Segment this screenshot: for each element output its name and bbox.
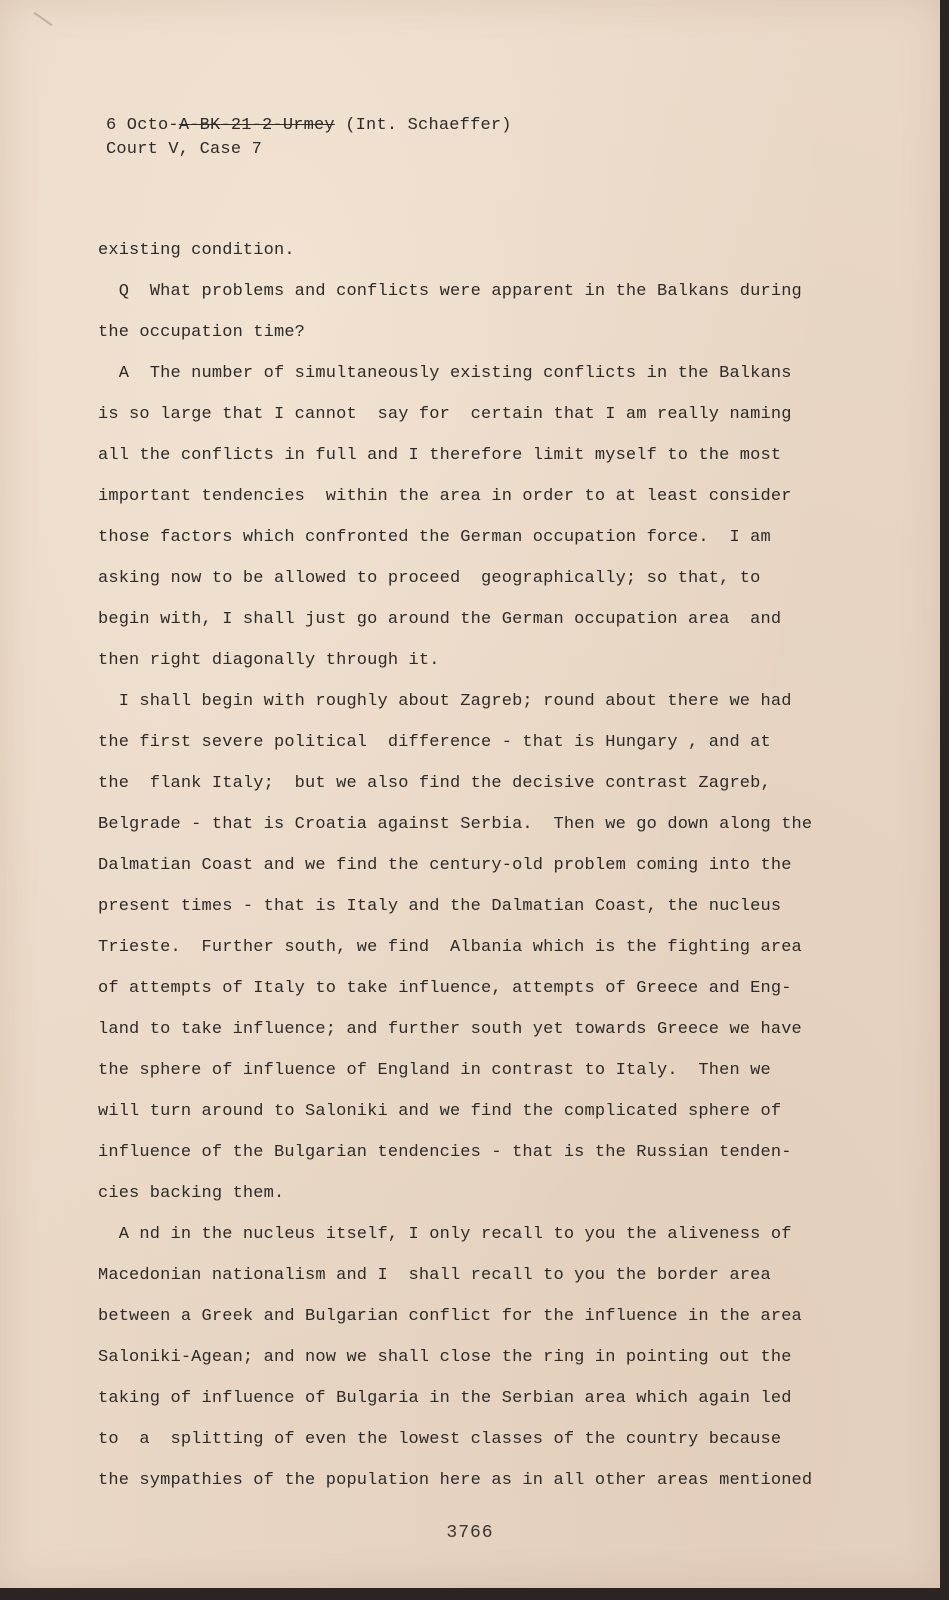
page-number: 3766 [446,1523,494,1543]
text-line: cies backing them. [98,1184,285,1203]
text-line: A The number of simultaneously existing conflicts in the Balkans [98,364,792,383]
text-line: Dalmatian Coast and we find the century-old problem coming into the [98,856,792,875]
text-line: the first severe political difference - that is Hungary , and at [98,733,771,752]
text-line: the flank Italy; but we also find the decisive contrast Zagreb, [98,774,771,793]
text-line: I shall begin with roughly about Zagreb; round about there we had [98,692,792,711]
text-line: Q What problems and conflicts were apparent in the Balkans during [98,282,802,301]
corner-mark [33,12,52,26]
text-line: the sphere of influence of England in contrast to Italy. Then we [98,1061,771,1080]
transcript-body [98,230,818,1501]
text-line: Saloniki-Agean; and now we shall close the ring in pointing out the [98,1348,792,1367]
header-line1-suffix: (Int. Schaeffer) [334,116,512,135]
text-line: Macedonian nationalism and I shall recall to you the border area [98,1266,771,1285]
header-line1-prefix: 6 Octo- [106,116,179,135]
text-line: asking now to be allowed to proceed geographically; so that, to [98,569,761,588]
text-line: the occupation time? [98,323,306,342]
document-header [106,114,512,162]
text-line: begin with, I shall just go around the German occupation area and [98,610,782,629]
text-line: those factors which confronted the German occupation force. I am [98,528,771,547]
text-line: is so large that I cannot say for certain that I am really naming [98,405,792,424]
text-line: Belgrade - that is Croatia against Serbia. Then we go down along the [98,815,813,834]
text-line: then right diagonally through it. [98,651,440,670]
text-line: Trieste. Further south, we find Albania which is the fighting area [98,938,802,957]
text-line: all the conflicts in full and I therefore limit myself to the most [98,446,782,465]
text-line: between a Greek and Bulgarian conflict for the influence in the area [98,1307,802,1326]
text-line: the sympathies of the population here as in all other areas mentioned [98,1471,813,1490]
text-line: existing condition. [98,241,295,260]
text-line: A nd in the nucleus itself, I only recall to you the aliveness of [98,1225,792,1244]
text-line: important tendencies within the area in order to at least consider [98,487,792,506]
text-line: land to take influence; and further south yet towards Greece we have [98,1020,802,1039]
text-line: of attempts of Italy to take influence, attempts of Greece and Eng- [98,979,792,998]
text-line: influence of the Bulgarian tendencies - that is the Russian tenden- [98,1143,792,1162]
text-line: to a splitting of even the lowest classes of the country because [98,1430,782,1449]
header-line1-struck: A-BK-21-2-Urmey [178,116,335,135]
text-line: present times - that is Italy and the Dalmatian Coast, the nucleus [98,897,782,916]
header-line2: Court V, Case 7 [106,140,263,159]
text-line: taking of influence of Bulgaria in the Serbian area which again led [98,1389,792,1408]
text-line: will turn around to Saloniki and we find the complicated sphere of [98,1102,782,1121]
